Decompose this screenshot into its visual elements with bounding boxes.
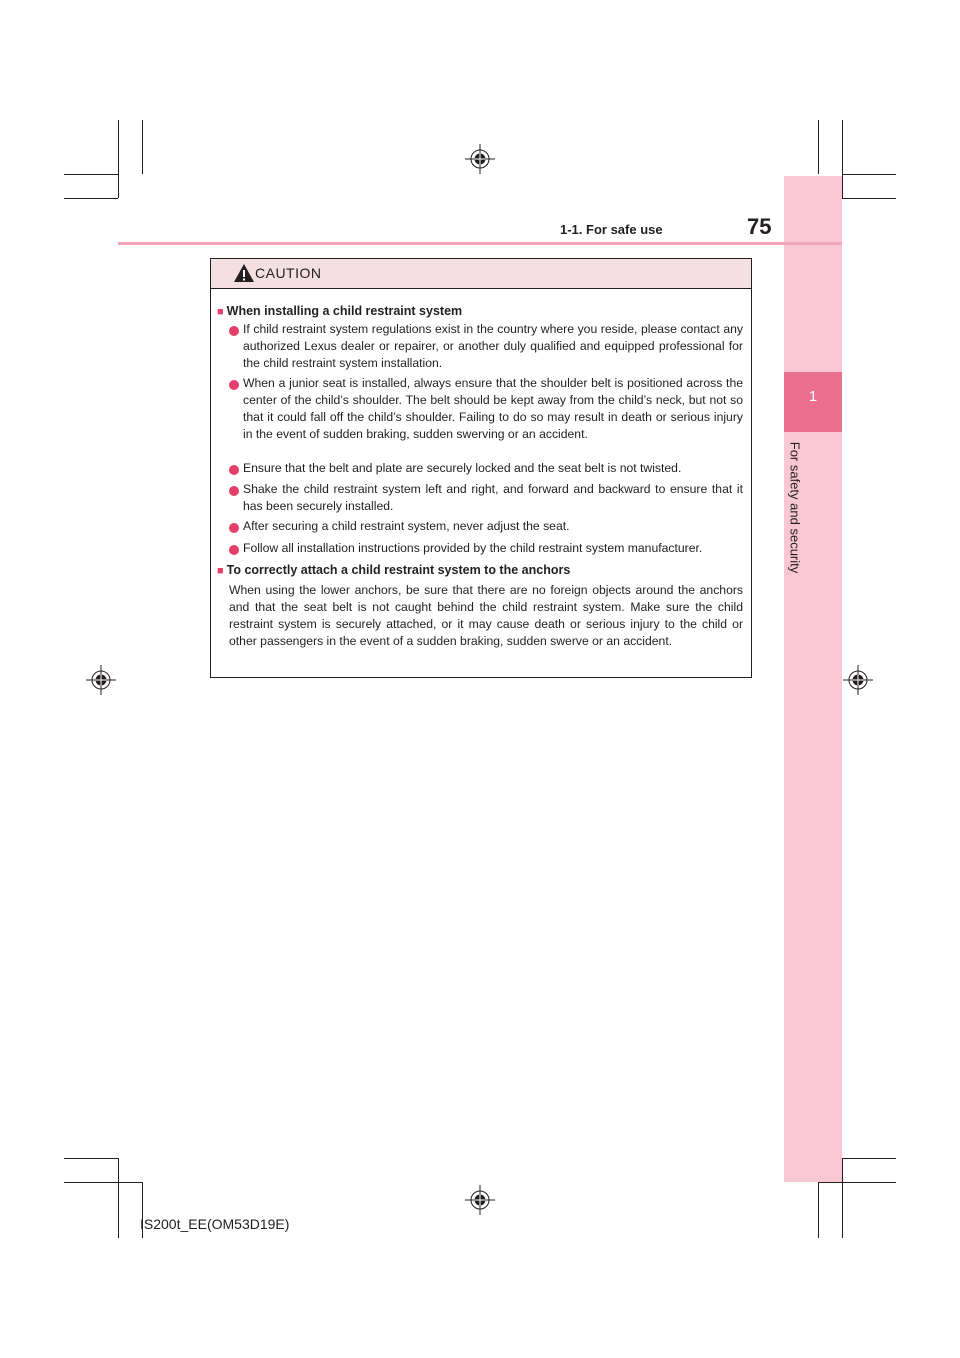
bullet-icon [229, 380, 239, 390]
chapter-number: 1 [808, 388, 818, 405]
list-item: After securing a child restraint system, never adjust the seat. [243, 519, 570, 533]
list-item: Follow all installation instructions provided by the child restraint system manufacturer. [243, 541, 703, 555]
crop-mark [118, 1158, 119, 1238]
caution-box [210, 258, 752, 678]
bullet-icon [229, 465, 239, 475]
document-id: IS200t_EE(OM53D19E) [140, 1216, 290, 1232]
page-number: 75 [747, 214, 772, 239]
bullet-icon [229, 486, 239, 496]
chapter-label: For safety and security [787, 441, 803, 574]
section-heading: ■ When installing a child restraint system [217, 304, 463, 318]
section-heading: ■ To correctly attach a child restraint system to the anchors [217, 563, 571, 577]
square-bullet-icon: ■ [217, 565, 224, 577]
list-item: If child restraint system regulations exist in the country where you reside, please contact any authorized Lexus dealer or repairer, or another duly qualified and equipped professional for the child restraint system installation. [243, 322, 743, 370]
registration-mark-icon [86, 665, 116, 695]
anchor-instructions: When using the lower anchors, be sure that there are no foreign objects around the anchors and that the seat belt is not caught behind the child restraint system. Make sure the child restraint system is securely attached, or it may cause death or serious injury to the child or other passengers in the event of a sudden braking, sudden swerve or an accident. [229, 583, 743, 648]
chapter-side-tab [784, 176, 842, 1182]
crop-mark [64, 198, 118, 199]
crop-mark [118, 120, 119, 198]
crop-mark [64, 174, 118, 175]
registration-mark-icon [465, 144, 495, 174]
crop-mark [818, 1182, 896, 1183]
crop-mark [142, 120, 143, 174]
square-bullet-icon: ■ [217, 306, 224, 318]
bullet-icon [229, 545, 239, 555]
section-title: 1-1. For safe use [560, 222, 663, 237]
registration-mark-icon [465, 1185, 495, 1215]
crop-mark [64, 1182, 142, 1183]
crop-mark [842, 1158, 896, 1159]
list-item: Shake the child restraint system left and right, and forward and backward to ensure that it has been securely installed. [243, 482, 743, 513]
crop-mark [842, 174, 896, 175]
header-rule [118, 242, 842, 245]
crop-mark [818, 120, 819, 174]
list-item: When a junior seat is installed, always ensure that the shoulder belt is positioned across the center of the child’s shoulder. The belt should be kept away from the child’s neck, but not so that it could fall off the child’s shoulder. Failing to do so may result in death or serious injury in the event of sudden braking, sudden swerving or an accident. [243, 376, 743, 441]
warning-triangle-icon [233, 263, 255, 283]
crop-mark [818, 1182, 819, 1238]
caution-header [211, 259, 751, 289]
list-item: Ensure that the belt and plate are securely locked and the seat belt is not twisted. [243, 461, 682, 475]
crop-mark [842, 120, 843, 198]
crop-mark [64, 1158, 118, 1159]
crop-mark [842, 1158, 843, 1238]
caution-title: CAUTION [255, 265, 322, 281]
bullet-icon [229, 523, 239, 533]
bullet-icon [229, 326, 239, 336]
registration-mark-icon [843, 665, 873, 695]
crop-mark [842, 198, 896, 199]
